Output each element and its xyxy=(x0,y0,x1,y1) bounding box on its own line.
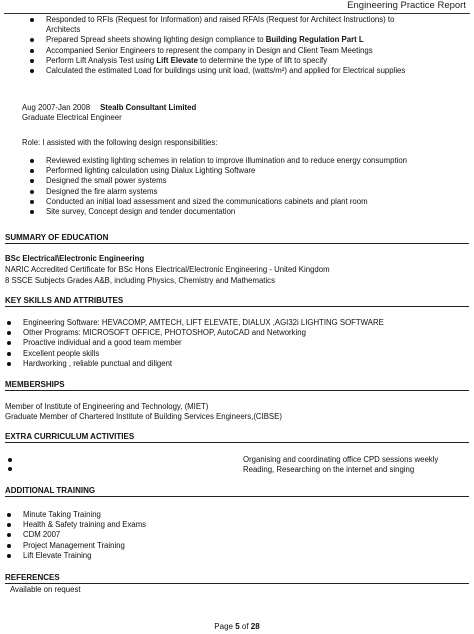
list-item: Lift Elevate Training xyxy=(0,551,146,561)
bullet-icon xyxy=(8,467,12,471)
job-dates: Aug 2007-Jan 2008 Stealb Consultant Limited xyxy=(22,103,197,112)
list-item: CDM 2007 xyxy=(0,530,146,540)
list-item: Reviewed existing lighting schemes in relation to improve illumination and to reduce energy consumption xyxy=(20,156,407,166)
bullet-icon xyxy=(30,190,34,194)
company-name: Stealb Consultant Limited xyxy=(100,103,197,112)
bullet-icon xyxy=(7,362,11,366)
bullet-icon xyxy=(7,533,11,537)
list-item: Designed the fire alarm systems xyxy=(20,187,407,197)
list-item: Excellent people skills xyxy=(0,349,384,359)
job-role-intro: Role: I assisted with the following design responsibilities: xyxy=(22,138,218,147)
list-item: Calculated the estimated Load for buildings using unit load, (watts/m²) and applied for Electrical supplies xyxy=(20,66,405,76)
section-divider xyxy=(5,496,469,497)
responsibilities-list-top xyxy=(20,15,405,76)
bullet-icon xyxy=(30,69,34,73)
section-title-skills: KEY SKILLS AND ATTRIBUTES xyxy=(5,296,124,305)
training-list xyxy=(0,510,146,561)
bullet-icon xyxy=(7,554,11,558)
job-role-title: Graduate Electrical Engineer xyxy=(22,113,122,122)
bullet-icon xyxy=(30,159,34,163)
page-number: 5 xyxy=(235,622,240,631)
list-item: Hardworking , reliable punctual and diligent xyxy=(0,359,384,369)
section-divider xyxy=(5,583,469,584)
bullet-icon xyxy=(30,179,34,183)
list-item: Responded to RFIs (Request for Information) and raised RFAIs (Request for Architect Instructions) to Architects xyxy=(20,15,405,35)
activity-line: Organising and coordinating office CPD sessions weekly xyxy=(243,455,439,464)
page-header-title: Engineering Practice Report xyxy=(347,0,466,11)
bullet-icon xyxy=(30,18,34,22)
bullet-icon xyxy=(7,544,11,548)
list-item: Other Programs: MICROSOFT OFFICE, PHOTOSHOP, AutoCAD and Networking xyxy=(0,328,384,338)
bullet-icon xyxy=(30,200,34,204)
bullet-icon xyxy=(7,523,11,527)
bullet-icon xyxy=(30,59,34,63)
bullet-icon xyxy=(7,331,11,335)
section-divider xyxy=(5,442,469,443)
references-text: Available on request xyxy=(10,585,81,594)
list-item: Perform Lift Analysis Test using Lift Elevate to determine the type of lift to specify xyxy=(20,56,405,66)
list-item: Project Management Training xyxy=(0,541,146,551)
list-item: Site survey, Concept design and tender documentation xyxy=(20,207,407,217)
section-title-extra-curriculum: EXTRA CURRICULUM ACTIVITIES xyxy=(5,432,135,441)
section-divider xyxy=(5,306,469,307)
list-item: Accompanied Senior Engineers to represent the company in Design and Client Team Meetings xyxy=(20,46,405,56)
list-item: Engineering Software: HEVACOMP, AMTECH, LIFT ELEVATE, DIALUX ,AGI32i LIGHTING SOFTWARE xyxy=(0,318,384,328)
education-line: 8 SSCE Subjects Grades A&B, including Physics, Chemistry and Mathematics xyxy=(5,276,275,285)
list-item: Minute Taking Training xyxy=(0,510,146,520)
bullet-icon xyxy=(30,169,34,173)
skills-list xyxy=(0,318,384,369)
section-divider xyxy=(5,390,469,391)
membership-line: Member of Institute of Engineering and Technology, (MIET) xyxy=(5,402,209,411)
list-item: Prepared Spread sheets showing lighting design compliance to Building Regulation Part L xyxy=(20,35,405,45)
job-duties-list xyxy=(20,156,407,217)
header-divider xyxy=(4,13,470,14)
list-item: Conducted an initial load assessment and sized the communications cabinets and plant room xyxy=(20,197,407,207)
list-item: Performed lighting calculation using Dialux Lighting Software xyxy=(20,166,407,176)
bullet-icon xyxy=(30,38,34,42)
bullet-icon xyxy=(30,210,34,214)
degree-title: BSc Electrical\Electronic Engineering xyxy=(5,254,145,263)
section-divider xyxy=(5,243,469,244)
bullet-icon xyxy=(7,352,11,356)
membership-line: Graduate Member of Chartered Institute of Building Services Engineers,(CIBSE) xyxy=(5,412,282,421)
bullet-icon xyxy=(30,49,34,53)
bullet-icon xyxy=(7,321,11,325)
page-total: 28 xyxy=(250,622,260,631)
list-item: Designed the small power systems xyxy=(20,176,407,186)
activity-line: Reading, Researching on the internet and singing xyxy=(243,465,415,474)
section-title-education: SUMMARY OF EDUCATION xyxy=(5,233,109,242)
bullet-icon xyxy=(8,458,12,462)
section-title-training: ADDITIONAL TRAINING xyxy=(5,486,96,495)
list-item: Proactive individual and a good team member xyxy=(0,338,384,348)
education-line: NARIC Accredited Certificate for BSc Hons Electrical/Electronic Engineering - United Kingdom xyxy=(5,265,330,274)
page-footer: Page 5 of 28 xyxy=(214,622,260,631)
list-item: Health & Safety training and Exams xyxy=(0,520,146,530)
bullet-icon xyxy=(7,341,11,345)
section-title-references: REFERENCES xyxy=(5,573,60,582)
section-title-memberships: MEMBERSHIPS xyxy=(5,380,65,389)
bullet-icon xyxy=(7,513,11,517)
